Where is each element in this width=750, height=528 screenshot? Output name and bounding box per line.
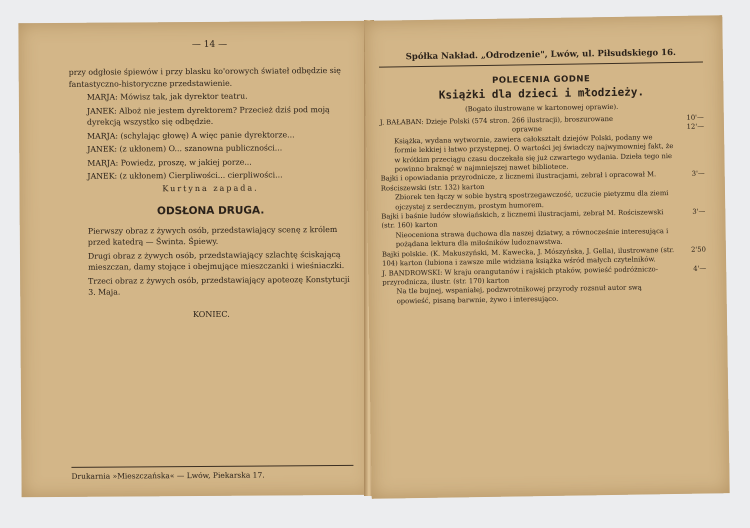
section-title: POLECENIA GODNE bbox=[492, 74, 591, 86]
dialogue-line: JANEK: (z ukłonem) O... szanowna publiczności... bbox=[87, 143, 283, 154]
catalog-description: Nieoceniona strawa duchowa dla naszej dziatwy, a równocześnie interesująca i pożądana lektura dla miłośników ludoznawstwa. bbox=[395, 226, 669, 249]
paragraph: Trzeci obraz z żywych osób, przedstawiający apoteozę Konstytucji 3. Maja. bbox=[88, 274, 350, 297]
catalog-entry: J. BANDROWSKI: W kraju orangutanów i rajskich ptaków, powieść podróżniczo-przyrodnicza, ilustr. (str. 170) karton 4'— bbox=[382, 264, 707, 287]
catalog-entry: Bajki polskie. (K. Makuszyński, M. Kawecka, J. Mószyńska, J. Gella), ilustrowane (str. 104) karton (lubiona i zawsze mile widziana książka wśród małych czytelników. 2'50 bbox=[381, 245, 706, 268]
catalog-description: Zbiorek ten łączy w sobie bystrą spostrzegawczość, uczucie pietyzmu dla ziemi ojczystej z serdecznym, prostym humorem. bbox=[394, 189, 669, 212]
price: 3'— bbox=[691, 169, 705, 179]
catalog-subheading: (Bogato ilustrowane w kartonowej oprawie). bbox=[464, 102, 619, 114]
catalog-entry: Bajki i baśnie ludów słowiańskich, z licznemi ilustracjami, zebrał M. Rościszewski (str. 160) karton 3'— bbox=[381, 207, 706, 231]
dialogue-line: JANEK: Alboż nie jestem dyrektorem? Przecież dziś pod moją dyrekcją wszystko się odbędzie. bbox=[86, 104, 330, 127]
left-page bbox=[18, 21, 371, 497]
open-booklet bbox=[14, 14, 726, 498]
printer-footer: Drukarnia »Mieszczańska« — Lwów, Piekarska 17. bbox=[71, 465, 353, 481]
price: 12'— bbox=[686, 122, 705, 132]
price: 2'50 bbox=[690, 245, 706, 254]
publisher-header: Spółka Nakład. „Odrodzenie", Lwów, ul. Piłsudskiego 16. bbox=[379, 48, 703, 68]
catalog-entry: J. BAŁABAN: Dzieje Polski (574 stron. 266 ilustracji), broszurowane 10'— bbox=[379, 113, 704, 127]
text-line: przy odgłosie śpiewów i przy blasku ko'orowych świateł odbędzie się fantastyczno-historyczne przedstawienie. bbox=[68, 65, 341, 89]
right-page bbox=[364, 15, 729, 499]
catalog-description: Na tle bujnej, wspaniałej, podzwrotnikowej przyrody rozsnuł autor swą opowieść, pisaną barwnie, żywo i interesująco. bbox=[396, 283, 642, 306]
act-title: ODSŁONA DRUGA. bbox=[156, 204, 265, 217]
dialogue-line: JANEK: (z ukłonem) Cierpliwości... cierpliwości... bbox=[87, 170, 283, 181]
dialogue-line: MARJA: Powiedz, proszę, w jakiej porze... bbox=[87, 157, 252, 168]
catalog-description: Książka, wydana wytwornie, zawiera całokształt dziejów Polski, podany we formie lekkiej i łatwo przystępnej. O wartości jej świadczy najwymowniej fakt, że w krótkim przeciągu czasu doczekała się już czwartego wydania. Dzieła tego nie powinno braknąć w najmniejszej nawet bibliotece. bbox=[394, 133, 674, 174]
page-number: — 14 — bbox=[191, 39, 228, 51]
dialogue-line: MARJA: (schylając głowę) A więc panie dyrektorze... bbox=[87, 129, 295, 141]
catalog-heading: Książki dla dzieci i młodzieży. bbox=[438, 85, 645, 102]
curtain-direction: Kurtyna zapada. bbox=[162, 183, 259, 193]
paragraph: Pierwszy obraz z żywych osób, przedstawiający scenę z królem przed katedrą — Świnta. Śpiewy. bbox=[87, 224, 338, 247]
paragraph: Drugi obraz z żywych osób, przedstawiający szlachtę ściskającą mieszczan, damy stojące i obejmujące mieszczanki i wieśniaczki. bbox=[87, 249, 345, 272]
catalog-entry: Bajki i opowiadania przyrodnicze, z licznemi ilustracjami, zebrał i opracował M. Rościszewski (str. 132) karton 3'— bbox=[380, 169, 705, 193]
catalog-entry: oprawne 12'— bbox=[511, 122, 705, 134]
price: 4'— bbox=[693, 264, 707, 273]
dialogue-line: MARJA: Mówisz tak, jak dyrektor teatru. bbox=[86, 91, 248, 102]
price: 10'— bbox=[686, 113, 704, 122]
end-marker: KONIEC. bbox=[192, 309, 230, 319]
price: 3'— bbox=[692, 207, 706, 216]
